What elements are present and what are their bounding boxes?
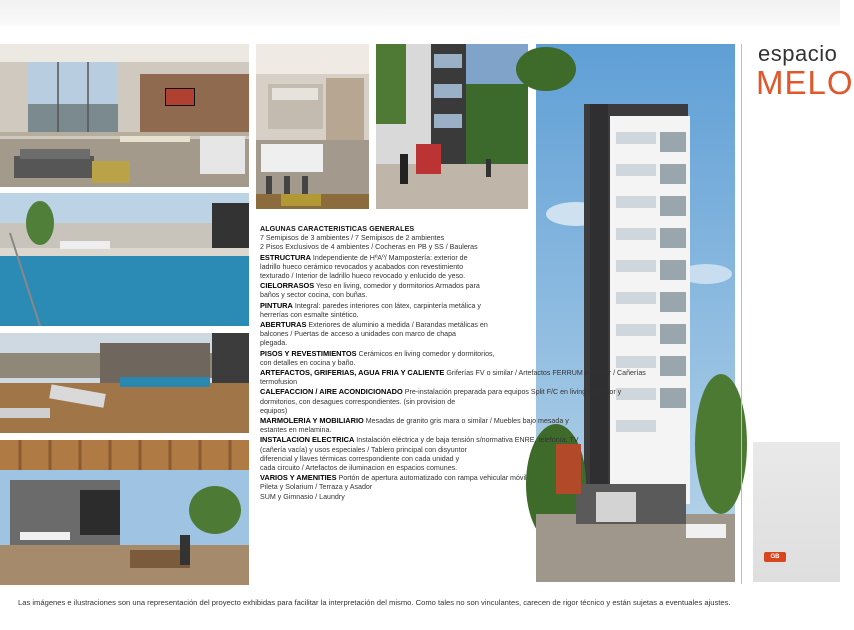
spec-line: [260, 311, 532, 320]
developer-logo: GB: [764, 552, 786, 562]
spec-text: termofusion: [260, 378, 298, 387]
spec-text: Mesadas de granito gris mara o similar / Muebles bajo mesada y: [365, 417, 569, 426]
spec-text: Exteriores de aluminio a medida / Barandas metálicas en: [308, 321, 488, 330]
kitchen-render: [256, 44, 369, 209]
brand-divider: [741, 44, 742, 584]
spec-text: Yeso en living, comedor y dormitorios Armados para: [316, 282, 480, 291]
spec-text: Independiente de HºAº/ Mampostería: exterior de: [312, 253, 468, 262]
spec-heading: CIELORRASOS: [260, 281, 315, 291]
spec-text: baños y sector cocina, con buñas.: [260, 291, 368, 300]
spec-line: [260, 281, 532, 291]
spec-text: SUM y Gimnasio / Laundry: [260, 492, 345, 501]
spec-text: plegada.: [260, 339, 288, 348]
spec-text: Pileta y Solarium / Terraza y Asador: [260, 483, 373, 492]
spec-heading: PINTURA: [260, 300, 293, 310]
specifications-block: [260, 225, 646, 585]
spec-text: texturado / Interior de ladrillo hueco revocado y enlucido de yeso.: [260, 272, 466, 281]
spec-section: [260, 387, 622, 416]
spec-line: [260, 320, 532, 330]
spec-sections: [260, 252, 646, 502]
spec-line: [260, 426, 532, 435]
spec-text: Pre-instalación preparada para equipos Split F/C en living comedor y: [404, 388, 622, 397]
spec-heading: CALEFACCION / AIRE ACONDICIONADO: [260, 387, 403, 397]
spec-text: Cerámicos en living comedor y dormitorios,: [358, 349, 495, 358]
pergola-terrace-render: [0, 440, 249, 585]
spec-text: cada circuito / Artefactos de iluminacion en espacios comunes.: [260, 464, 458, 473]
spec-text: (cañería vacía) y usos especiales / Tablero principal con disyuntor: [260, 445, 467, 454]
spec-section: [260, 368, 646, 387]
spec-section: [260, 349, 532, 368]
spec-heading: PISOS Y REVESTIMIENTOS: [260, 348, 357, 358]
spec-line: [260, 464, 532, 473]
spec-heading: ARTEFACTOS, GRIFERIAS, AGUA FRIA Y CALIENTE: [260, 368, 445, 378]
spec-line: [260, 483, 532, 492]
spec-line: [260, 339, 532, 348]
spec-line: [260, 435, 579, 445]
disclaimer: Las imágenes e ilustraciones son una representación del proyecto exhibidas para facilitar la interpretación del mismo. Como tales no son vinculantes, carecen de rigor técnico y están sujetas a eventuales ajustes.: [18, 598, 731, 607]
spec-line: [260, 493, 532, 502]
spec-section: [260, 253, 532, 282]
spec-heading: ABERTURAS: [260, 320, 307, 330]
spec-text: estantes en melamina.: [260, 426, 332, 435]
spec-text: balcones / Puertas de acceso a unidades con marco de chapa: [260, 330, 456, 339]
spec-line: [260, 263, 532, 272]
spec-heading: MARMOLERIA Y MOBILIARIO: [260, 416, 364, 426]
brand-subtitle: espacio: [758, 41, 838, 66]
spec-text: Portón de apertura automatizado con rampa vehicular móvil: [338, 474, 527, 483]
street-entrance-render: [376, 44, 528, 209]
spec-text: con detalles en cocina y baño.: [260, 358, 356, 367]
spec-line: [260, 407, 532, 416]
spec-heading: ESTRUCTURA: [260, 252, 311, 262]
spec-text: ladrillo hueco cerámico revocados y acabados con revestimiento: [260, 262, 464, 271]
spec-line: [260, 368, 646, 378]
spec-section: [260, 281, 532, 300]
spec-heading: VARIOS Y AMENITIES: [260, 473, 337, 483]
spec-section: [260, 320, 532, 349]
spec-text: Instalación eléctrica y de baja tensión s/normativa ENRE, telefonía, TV: [356, 436, 579, 445]
brand-name: MELO: [756, 64, 854, 101]
spec-heading: INSTALACION ELECTRICA: [260, 435, 355, 445]
top-band: [0, 0, 840, 26]
spec-section: [260, 435, 579, 473]
spec-line: [260, 349, 532, 359]
spec-text: diferencial y llaves térmicas correspondiente con cada unidad y: [260, 454, 460, 463]
spec-line: [260, 455, 532, 464]
spec-text: dormitorios, con desagues correspondientes. (sin provision de: [260, 397, 456, 406]
spec-intro-line: 2 Pisos Exclusivos de 4 ambientes / Cocheras en PB y SS / Bauleras: [260, 243, 478, 252]
spec-line: [260, 272, 532, 281]
solarium-deck-render: [0, 333, 249, 433]
spec-section: [260, 416, 569, 435]
spec-line: [260, 416, 569, 426]
spec-text: herrerías con esmalte sintético.: [260, 310, 359, 319]
spec-intro-line: 7 Semipisos de 3 ambientes / 7 Semipisos de 2 ambientes: [260, 234, 445, 243]
spec-line: [260, 359, 532, 368]
spec-text: Integral: paredes interiores con látex, carpintería metálica y: [294, 301, 481, 310]
spec-text: equipos): [260, 406, 288, 415]
spec-section: [260, 301, 532, 320]
spec-line: [260, 253, 532, 263]
specifications-title: ALGUNAS CARACTERISTICAS GENERALES: [260, 225, 415, 233]
spec-line: [260, 330, 532, 339]
spec-line: [260, 301, 532, 311]
spec-line: [260, 378, 532, 387]
spec-line: [260, 291, 532, 300]
spec-line: [260, 473, 532, 483]
spec-section: [260, 473, 532, 502]
rooftop-pool-render: [0, 193, 249, 326]
living-room-render: [0, 44, 249, 187]
spec-text: Griferías FV o similar / Artefactos FERRUM o similar / Cañerías: [446, 369, 646, 378]
spec-line: [260, 446, 532, 455]
spec-line: [260, 398, 532, 407]
spec-line: [260, 387, 622, 397]
building-facade-render: [536, 44, 735, 582]
